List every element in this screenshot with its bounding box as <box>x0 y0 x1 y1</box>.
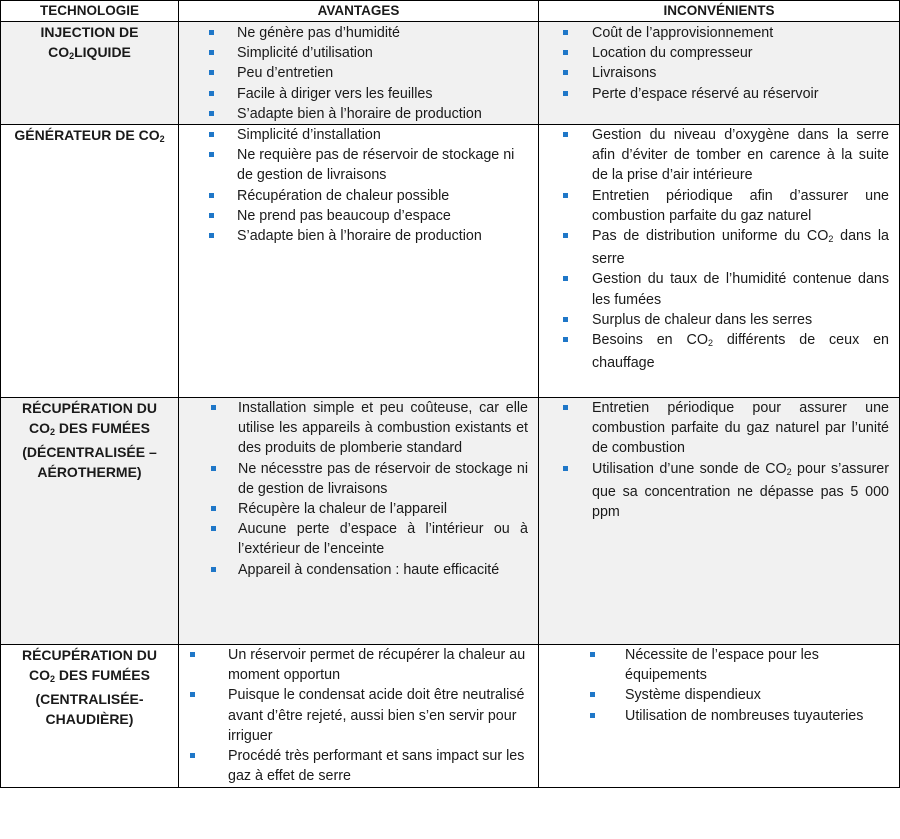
list-item <box>179 398 538 459</box>
disadvantages-list <box>539 22 899 104</box>
square-bullet-icon <box>209 193 214 198</box>
item-text: Récupération de chaleur possible <box>237 187 450 204</box>
list-item <box>539 706 899 726</box>
item-text: Ne requière pas de réservoir de stockage ni de gestion de livraisons <box>237 147 515 184</box>
header-advantages: AVANTAGES <box>179 1 539 22</box>
list-item <box>179 63 538 83</box>
square-bullet-icon <box>209 152 214 157</box>
list-item <box>539 63 899 83</box>
square-bullet-icon <box>563 91 568 96</box>
item-text: Simplicité d’installation <box>237 127 381 144</box>
list-item <box>179 519 538 559</box>
list-item <box>539 125 899 186</box>
technology-cell <box>1 125 179 398</box>
square-bullet-icon <box>209 132 214 137</box>
item-text: Location du compresseur <box>592 45 753 62</box>
square-bullet-icon <box>190 753 195 758</box>
disadvantages-list <box>539 398 899 522</box>
item-text: Appareil à condensation : haute efficacité <box>238 561 500 578</box>
square-bullet-icon <box>209 213 214 218</box>
square-bullet-icon <box>590 692 595 697</box>
item-text: Ne génère pas d’humidité <box>237 25 400 41</box>
header-disadvantages: INCONVÉNIENTS <box>539 1 900 22</box>
square-bullet-icon <box>563 466 568 471</box>
advantages-cell <box>179 398 539 645</box>
item-text: Un réservoir permet de récupérer la chaleur au moment opportun <box>228 647 526 684</box>
list-item <box>539 269 899 309</box>
advantages-list <box>179 22 538 124</box>
item-text: Peu d’entretien <box>237 65 334 82</box>
table-row <box>1 125 900 398</box>
item-text: Utilisation de nombreuses tuyauteries <box>625 707 864 724</box>
square-bullet-icon <box>209 233 214 238</box>
list-item <box>179 206 538 226</box>
list-item <box>539 43 899 63</box>
list-item <box>179 226 538 246</box>
square-bullet-icon <box>563 50 568 55</box>
list-item <box>539 330 899 373</box>
square-bullet-icon <box>563 193 568 198</box>
square-bullet-icon <box>190 652 195 657</box>
item-text: Récupère la chaleur de l’appareil <box>238 501 448 518</box>
item-text: Perte d’espace réservé au réservoir <box>592 85 819 102</box>
list-item <box>539 459 899 523</box>
technology-cell <box>1 645 179 788</box>
technology-cell <box>1 398 179 645</box>
disadvantages-cell <box>539 645 900 788</box>
square-bullet-icon <box>211 526 216 531</box>
item-text: S’adapte bien à l’horaire de production <box>237 228 482 245</box>
square-bullet-icon <box>563 70 568 75</box>
list-item <box>539 645 899 685</box>
item-text: S’adapte bien à l’horaire de production <box>237 105 482 122</box>
list-item <box>179 186 538 206</box>
square-bullet-icon <box>563 337 568 342</box>
table-row <box>1 645 900 788</box>
square-bullet-icon <box>209 91 214 96</box>
square-bullet-icon <box>209 50 214 55</box>
list-item <box>179 84 538 104</box>
item-text: Puisque le condensat acide doit être neutralisé avant d’être rejeté, aussi bien s’en servir pour irriguer <box>228 687 525 744</box>
list-item <box>179 459 538 499</box>
item-text: Nécessite de l’espace pour les équipements <box>625 647 819 684</box>
disadvantages-list <box>539 645 899 726</box>
item-text: Gestion du niveau d’oxygène dans la serre afin d’éviter de tomber en carence à la suite de la prise d’air intérieure <box>592 127 889 184</box>
item-text: Surplus de chaleur dans les serres <box>592 311 813 328</box>
item-text: Entretien périodique afin d’assurer une combustion parfaite du gaz naturel <box>592 187 889 224</box>
item-text: Entretien périodique pour assurer une combustion parfaite du gaz naturel par l’unité de combustion <box>592 400 889 457</box>
item-text: Simplicité d’utilisation <box>237 45 373 62</box>
item-text: Procédé très performant et sans impact sur les gaz à effet de serre <box>228 748 525 785</box>
technology-label-line: $CO_2LIQUIDE$ <box>48 44 131 61</box>
item-text: Besoins en $CO_2$ différents de ceux en chauffage <box>592 332 889 372</box>
table-row <box>1 398 900 645</box>
square-bullet-icon <box>563 405 568 410</box>
technology-cell <box>1 22 179 125</box>
square-bullet-icon <box>209 111 214 116</box>
advantages-cell <box>179 645 539 788</box>
list-item <box>179 145 538 185</box>
advantages-list <box>179 398 538 580</box>
list-item <box>539 23 899 43</box>
header-technology: TECHNOLOGIE <box>1 1 179 22</box>
list-item <box>539 398 899 459</box>
list-item <box>179 685 538 746</box>
item-text: Ne nécesstre pas de réservoir de stockage ni de gestion de livraisons <box>238 460 528 497</box>
technology-label-line: INJECTION DE <box>40 24 139 40</box>
list-item <box>179 23 538 43</box>
technology-label-line: (DÉCENTRALISÉE – <box>22 444 157 461</box>
list-item <box>179 645 538 685</box>
advantages-list <box>179 125 538 246</box>
list-item <box>539 310 899 330</box>
square-bullet-icon <box>563 276 568 281</box>
list-item <box>539 226 899 269</box>
disadvantages-list <box>539 125 899 373</box>
list-item <box>179 43 538 63</box>
square-bullet-icon <box>590 652 595 657</box>
square-bullet-icon <box>590 713 595 718</box>
square-bullet-icon <box>209 30 214 35</box>
technology-label-line: (CENTRALISÉE- <box>35 691 144 708</box>
item-text: Pas de distribution uniforme du $CO_2$ dans la serre <box>592 228 889 268</box>
list-item <box>179 104 538 124</box>
list-item <box>539 685 899 705</box>
list-item <box>179 560 538 580</box>
item-text: Aucune perte d’espace à l’intérieur ou à l’extérieur de l’enceinte <box>238 521 528 558</box>
item-text: Livraisons <box>592 65 657 82</box>
technology-label-line: RÉCUPÉRATION DU <box>21 647 158 664</box>
technology-label-line: AÉROTHERME) <box>37 464 142 481</box>
square-bullet-icon <box>211 567 216 572</box>
list-item <box>179 746 538 786</box>
list-item <box>539 186 899 226</box>
header-row <box>1 1 900 22</box>
square-bullet-icon <box>209 70 214 75</box>
square-bullet-icon <box>211 405 216 410</box>
item-text: Ne prend pas beaucoup d’espace <box>237 207 451 224</box>
advantages-cell <box>179 125 539 398</box>
disadvantages-cell <box>539 22 900 125</box>
technology-label-line: CHAUDIÈRE) <box>45 711 134 728</box>
disadvantages-cell <box>539 125 900 398</box>
square-bullet-icon <box>211 506 216 511</box>
square-bullet-icon <box>563 30 568 35</box>
advantages-list <box>179 645 538 786</box>
square-bullet-icon <box>563 233 568 238</box>
disadvantages-cell <box>539 398 900 645</box>
item-text: Gestion du taux de l’humidité contenue dans les fumées <box>592 271 889 308</box>
list-item <box>539 84 899 104</box>
item-text: Facile à diriger vers les feuilles <box>237 85 433 102</box>
item-text: Utilisation d’une sonde de $CO_2$ pour s’assurer que sa concentration ne dépasse pas 5 000 ppm <box>592 460 889 521</box>
table-row <box>1 22 900 125</box>
list-item <box>179 499 538 519</box>
square-bullet-icon <box>211 466 216 471</box>
item-text: Installation simple et peu coûteuse, car elle utilise les appareils à combustion existants et des produits de plomberie standard <box>238 400 528 457</box>
item-text: Système dispendieux <box>625 687 761 704</box>
square-bullet-icon <box>190 692 195 697</box>
square-bullet-icon <box>563 317 568 322</box>
square-bullet-icon <box>563 132 568 137</box>
technology-label-line: $CO_2$ DES FUMÉES <box>29 420 150 438</box>
technology-label-line: $CO_2$ DES FUMÉES <box>29 667 150 685</box>
advantages-cell <box>179 22 539 125</box>
item-text: Coût de l’approvisionnement <box>592 25 774 41</box>
technology-label-line: RÉCUPÉRATION DU <box>21 400 158 417</box>
technology-label-line: GÉNÉRATEUR DE $CO_2$ <box>14 127 165 145</box>
list-item <box>179 125 538 145</box>
